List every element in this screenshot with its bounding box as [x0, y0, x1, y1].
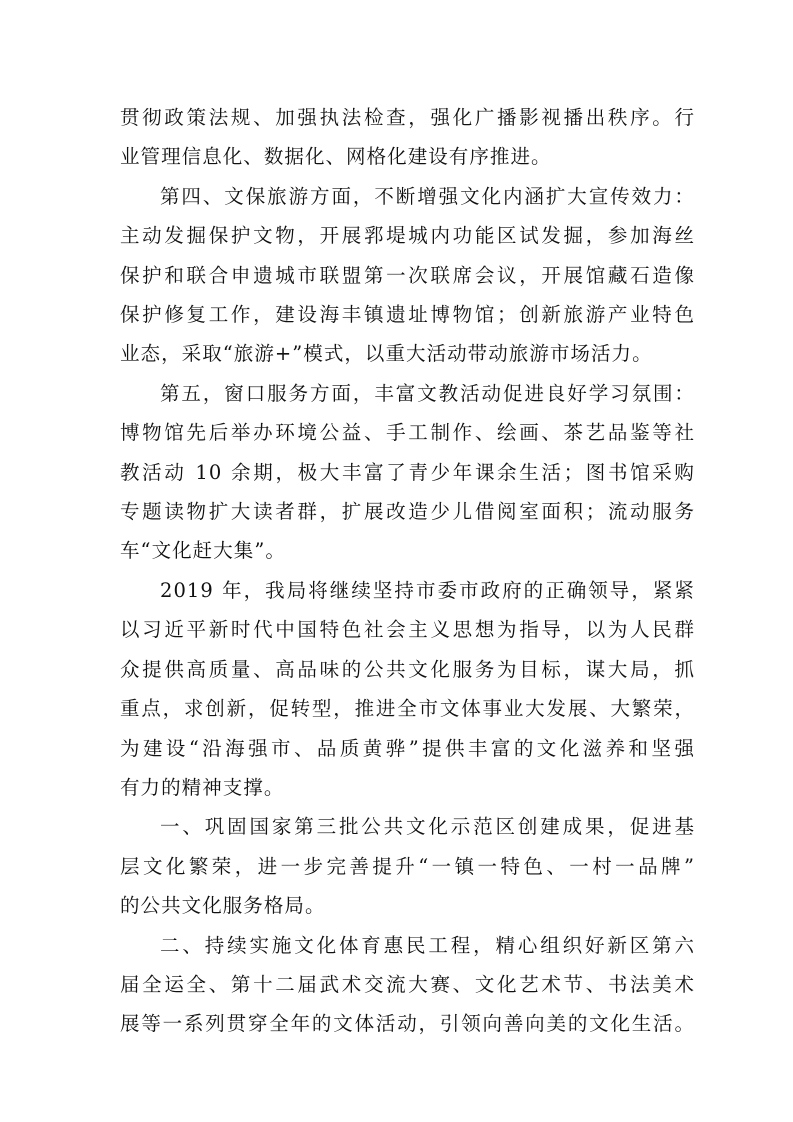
text-line: 专题读物扩大读者群，扩展改造少儿借阅室面积；流动服务 [120, 500, 695, 524]
text-line: 一、巩固国家第三批公共文化示范区创建成果，促进基 [160, 815, 695, 839]
paragraph-item-two [120, 926, 695, 1044]
text-line: 展等一系列贯穿全年的文体活动，引领向善向美的文化生活。 [120, 1012, 695, 1036]
text-line: 有力的精神支撑。 [120, 775, 285, 799]
text-line: 车“文化赶大集”。 [120, 539, 286, 563]
paragraph-policy-regulation [120, 98, 695, 177]
text-line: 保护修复工作，建设海丰镇遗址博物馆；创新旅游产业特色 [120, 303, 695, 327]
text-line: 众提供高质量、高品味的公共文化服务为目标，谋大局，抓 [120, 657, 695, 681]
text-line: 以习近平新时代中国特色社会主义思想为指导，以为人民群 [120, 618, 695, 642]
text-line: 业管理信息化、数据化、网格化建设有序推进。 [120, 145, 552, 169]
text-line: 层文化繁荣，进一步完善提升“一镇一特色、一村一品牌” [120, 854, 695, 878]
document-body [120, 98, 695, 1044]
text-line: 2019 年，我局将继续坚持市委市政府的正确领导，紧紧 [160, 578, 695, 602]
text-line: 保护和联合申遗城市联盟第一次联席会议，开展馆藏石造像 [120, 263, 695, 287]
text-line: 教活动 10 余期，极大丰富了青少年课余生活；图书馆采购 [120, 460, 695, 484]
paragraph-fifth-window-service [120, 374, 695, 571]
text-line: 贯彻政策法规、加强执法检查，强化广播影视播出秩序。行 [120, 106, 695, 129]
paragraph-item-one [120, 807, 695, 925]
text-line: 届全运全、第十二届武术交流大赛、文化艺术节、书法美术 [120, 972, 695, 996]
text-line: 重点，求创新，促转型，推进全市文体事业大发展、大繁荣， [120, 697, 695, 721]
text-line: 的公共文化服务格局。 [120, 894, 326, 918]
text-line: 二、持续实施文化体育惠民工程，精心组织好新区第六 [160, 933, 695, 957]
text-line: 博物馆先后举办环境公益、手工制作、绘画、茶艺品鉴等社 [120, 421, 695, 445]
text-line: 为建设“沿海强市、品质黄骅”提供丰富的文化滋养和坚强 [120, 736, 695, 760]
paragraph-fourth-heritage-tourism [120, 177, 695, 374]
text-line: 第五，窗口服务方面，丰富文教活动促进良好学习氛围： [160, 381, 695, 405]
text-line: 业态，采取“旅游+”模式，以重大活动带动旅游市场活力。 [120, 342, 653, 366]
text-line: 第四、文保旅游方面，不断增强文化内涵扩大宣传效力： [160, 184, 695, 208]
text-line: 主动发掘保护文物，开展郛堤城内功能区试发掘，参加海丝 [120, 224, 695, 248]
paragraph-2019-plan [120, 571, 695, 807]
